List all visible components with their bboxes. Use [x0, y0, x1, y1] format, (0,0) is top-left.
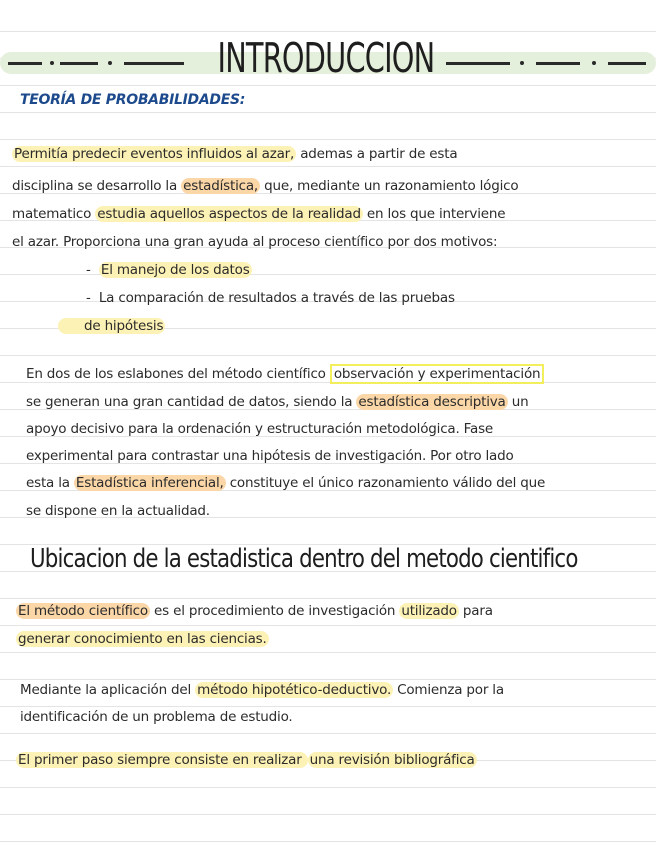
- text-run: en los que interviene: [362, 206, 506, 222]
- para2-line-4: experimental para contrastar una hipótesis de investigación. Por otro lado: [26, 448, 514, 464]
- highlight-phrase: El primer paso siempre consiste en realizar: [18, 752, 306, 768]
- text-run: esta la: [26, 475, 74, 491]
- text-run: ademas a partir de esta: [296, 146, 458, 162]
- para1-line-2: [12, 176, 518, 196]
- highlight-phrase: de hipótesis: [58, 318, 165, 334]
- title-dash-left-1: [8, 62, 42, 65]
- para2-line-2: [26, 392, 528, 412]
- text-run: matematico: [12, 206, 96, 222]
- text-run: se generan una gran cantidad de datos, siendo la: [26, 394, 357, 410]
- text-run: un: [507, 394, 529, 410]
- bullet-2-continuation: [58, 316, 165, 336]
- section2-para1-line-2: [16, 629, 269, 649]
- bullet-2: [86, 288, 455, 308]
- para2-line-5: [26, 473, 545, 493]
- title-dash-right-3: [608, 62, 646, 65]
- title-dash-left-3: [124, 62, 184, 65]
- highlight-phrase: generar conocimiento en las ciencias.: [18, 631, 267, 647]
- title-dot-left-2: [108, 61, 112, 65]
- section-heading: Ubicacion de la estadistica dentro del metodo cientifico: [30, 544, 578, 574]
- highlight-phrase: estudia aquellos aspectos de la realidad: [97, 206, 361, 222]
- title-dash-right-2: [536, 62, 580, 65]
- text-run: constituye el único razonamiento válido del que: [225, 475, 546, 491]
- title-dash-left-2: [60, 62, 98, 65]
- text-run: que, mediante un razonamiento lógico: [260, 178, 519, 194]
- text-run: Mediante la aplicación del: [20, 682, 196, 698]
- highlight-phrase: estadística,: [183, 178, 259, 194]
- section2-para3-line-1: [16, 750, 477, 770]
- highlight-phrase: utilizado: [401, 603, 457, 619]
- highlight-phrase: una revisión bibliográfica: [309, 752, 475, 768]
- text-run: es el procedimiento de investigación: [149, 603, 400, 619]
- highlight-phrase: método hipotético-deductivo.: [197, 682, 392, 698]
- highlight-phrase: Permitía predecir eventos influidos al azar,: [14, 146, 295, 162]
- para1-line-4: el azar. Proporciona una gran ayuda al proceso científico por dos motivos:: [12, 234, 498, 250]
- title-dot-left-1: [50, 61, 54, 65]
- highlight-phrase: El manejo de los datos: [100, 262, 250, 278]
- highlight-phrase: Estadística inferencial,: [75, 475, 224, 491]
- text-run: para: [458, 603, 493, 619]
- bullet-dash: -: [86, 262, 91, 278]
- text-run: Comienza por la: [393, 682, 504, 698]
- boxed-phrase: observación y experimentación: [330, 364, 545, 384]
- highlight-phrase: El método científico: [18, 603, 148, 619]
- section-subtitle: TEORÍA DE PROBABILIDADES:: [20, 92, 246, 108]
- text-run: En dos de los eslabones del método científico: [26, 366, 330, 382]
- para1-line-1: [12, 144, 457, 164]
- bullet-1: [86, 260, 252, 280]
- section2-para2-line-2: identificación de un problema de estudio.: [20, 709, 293, 725]
- para2-line-6: se dispone en la actualidad.: [26, 503, 210, 519]
- para2-line-1: [26, 364, 544, 384]
- highlight-phrase: estadística descriptiva: [358, 394, 506, 410]
- para1-line-3: [12, 204, 505, 224]
- title-dash-right-1: [446, 62, 510, 65]
- page-title: INTRODUCCION: [217, 34, 435, 82]
- title-dot-right-2: [592, 61, 596, 65]
- title-dot-right-1: [520, 61, 524, 65]
- para2-line-3: apoyo decisivo para la ordenación y estructuración metodológica. Fase: [26, 421, 494, 437]
- section2-para1-line-1: [16, 601, 493, 621]
- text-run: disciplina se desarrollo la: [12, 178, 182, 194]
- bullet-dash: -: [86, 290, 91, 306]
- text-run: La comparación de resultados a través de las pruebas: [98, 290, 455, 306]
- section2-para2-line-1: [20, 680, 504, 700]
